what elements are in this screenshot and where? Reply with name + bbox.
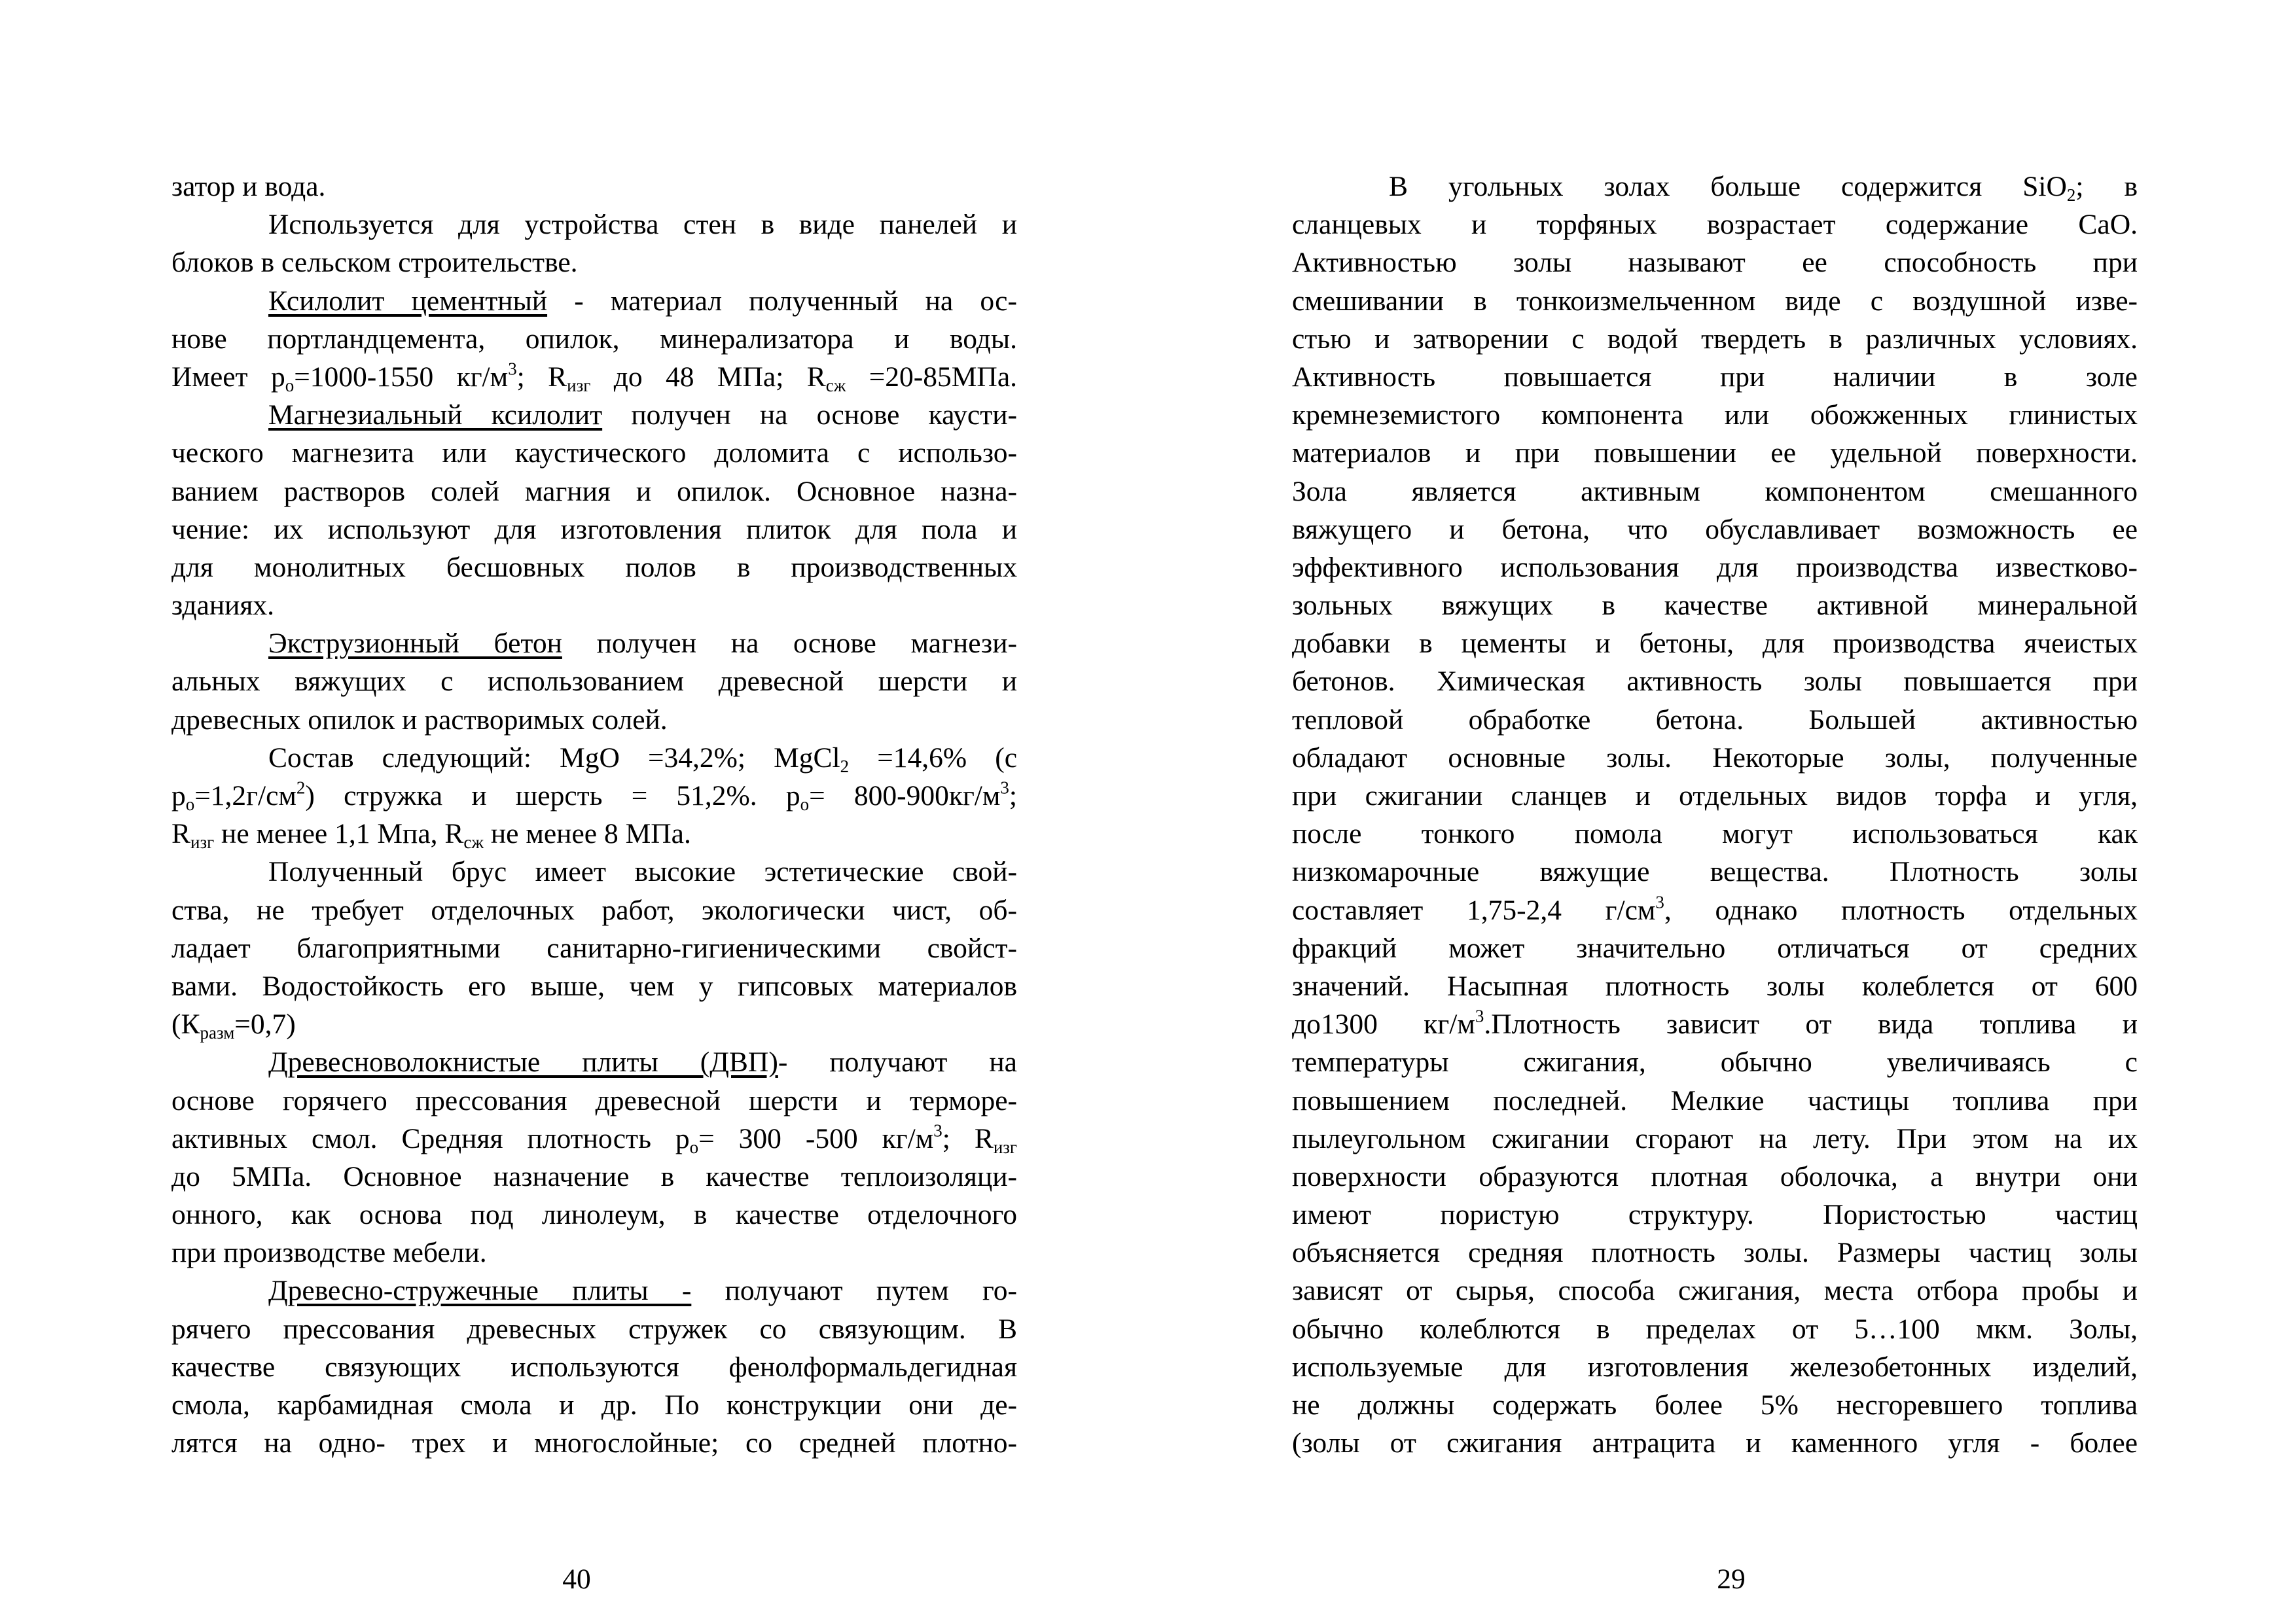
text-line: вяжущего и бетона, что обуславливает возможность ее — [1292, 513, 2138, 545]
text-line: активных смол. Средняя плотность $р_о= 300$ -500 $кг/м^3$; $R_{изг}$ — [171, 1120, 1017, 1157]
text-line: пылеугольном сжигании сгорают на лету. При этом на их — [1292, 1122, 2138, 1154]
text-line: смешивании в тонкоизмельченном виде с воздушной изве- — [1292, 285, 2138, 317]
text-line: Экструзионный бетон получен на основе магнези- — [268, 628, 1017, 660]
text-line: температуры сжигания, обычно увеличиваясь с — [1292, 1046, 2138, 1079]
text-line: онного, как основа под линолеум, в качестве отделочного — [171, 1199, 1017, 1231]
text-line: Зола является активным компонентом смешанного — [1292, 475, 2138, 507]
text-line: для монолитных бесшовных полов в производственных — [171, 551, 1017, 583]
text-line: (золы от сжигания антрацита и каменного угля - более — [1292, 1427, 2138, 1459]
text-line: зольных вяжущих в качестве активной минеральной — [1292, 590, 2138, 622]
text-line: качестве связующих используются фенолформальдегидная — [171, 1351, 1017, 1383]
text-line: $R_{изг}$ не менее 1,1 Мпа, $R_{сж}$ не менее 8 МПа. — [171, 818, 691, 853]
text-line: смола, карбамидная смола и др. По конструкции они де- — [171, 1389, 1017, 1421]
text-line: лятся на одно- трех и многослойные; со средней плотно- — [171, 1427, 1017, 1459]
left-page-number: 40 — [562, 1563, 591, 1595]
text-line: $(К_{разм}=0,7)$ — [171, 1008, 296, 1043]
text-line: до1300 $кг/м^3.Плотность$ зависит от вида топлива и — [1292, 1006, 2138, 1041]
term-extrusion-concrete: Экструзионный бетон — [268, 628, 562, 660]
text-line: Древесноволокнистые плиты (ДВП)- получают на — [268, 1046, 1017, 1079]
right-page-text — [1292, 168, 2138, 1462]
text-line: фракций может значительно отличаться от средних — [1292, 932, 2138, 964]
text-line: Состав следующий: MgO =34,2%; MgCl$_2$ =14,6% (с — [268, 741, 1017, 776]
text-line: Ксилолит цементный - материал полученный на ос- — [268, 285, 1017, 317]
text-line: объясняется средняя плотность золы. Размеры частиц золы — [1292, 1237, 2138, 1269]
text-line: не должны содержать более 5% несгоревшего топлива — [1292, 1389, 2138, 1421]
text-line: материалов и при повышении ее удельной поверхности. — [1292, 437, 2138, 469]
text-line: обладают основные золы. Некоторые золы, полученные — [1292, 741, 2138, 774]
text-line: древесных опилок и растворимых солей. — [171, 704, 668, 736]
text-line: используемые для изготовления железобетонных изделий, — [1292, 1351, 2138, 1383]
term-ksilolit-cement: Ксилолит цементный — [268, 285, 548, 317]
text-line: бетонов. Химическая активность золы повышается при — [1292, 666, 2138, 698]
term-dsp: Древесно-стружечные плиты - — [268, 1275, 692, 1307]
text-line: до 5МПа. Основное назначение в качестве теплоизоляци- — [171, 1160, 1017, 1192]
left-page-text — [171, 168, 1017, 1462]
text-line: составляет 1,75-2,4 $г/см^3$, однако плотность отдельных — [1292, 892, 2138, 926]
text-line: блоков в сельском строительстве. — [171, 247, 578, 279]
term-magnesial-ksilolit: Магнезиальный ксилолит — [268, 399, 603, 431]
text-line: рячего прессования древесных стружек со связующим. В — [171, 1313, 1017, 1345]
text-line: значений. Насыпная плотность золы колеблется от 600 — [1292, 970, 2138, 1002]
text-line: альных вяжущих с использованием древесной шерсти и — [171, 666, 1017, 698]
right-page-number: 29 — [1717, 1563, 1746, 1595]
text-line: В угольных золах больше содержится SiO$_2$; в — [1389, 171, 2138, 205]
text-line: затор и вода. — [171, 171, 326, 202]
text-line: эффективного использования для производства известково- — [1292, 551, 2138, 583]
text-line: основе горячего прессования древесной шерсти и терморе- — [171, 1084, 1017, 1116]
text-line: ческого магнезита или каустического доломита с использо- — [171, 437, 1017, 469]
text-line: при производстве мебели. — [171, 1237, 487, 1269]
text-line: сланцевых и торфяных возрастает содержание CaO. — [1292, 209, 2138, 241]
text-line: добавки в цементы и бетоны, для производства ячеистых — [1292, 628, 2138, 660]
text-line: вами. Водостойкость его выше, чем у гипсовых материалов — [171, 970, 1017, 1002]
text-line: после тонкого помола могут использоваться как — [1292, 818, 2138, 850]
text-line: Полученный брус имеет высокие эстетические свой- — [268, 856, 1017, 888]
text-line: Древесно-стружечные плиты - получают путем го- — [268, 1275, 1017, 1307]
text-line: Активность повышается при наличии в золе — [1292, 361, 2138, 393]
text-line: обычно колеблются в пределах от 5…100 мкм. Золы, — [1292, 1313, 2138, 1345]
text-line: ладает благоприятными санитарно-гигиеническими свойст- — [171, 932, 1017, 964]
text-line: $р_о=1,2г/см^2$) стружка и шерсть = 51,2%. $р_о= 800-900кг/м^3$; — [171, 777, 1017, 815]
text-line: Имеет $р_о=1000-1550$ $кг/м^3$; $R_{изг}$ до 48 МПа; $R_{сж} =20-85МПа$. — [171, 359, 1018, 396]
text-line: кремнеземистого компонента или обожженных глинистых — [1292, 399, 2138, 431]
text-line: зданиях. — [171, 590, 275, 622]
text-line: поверхности образуются плотная оболочка, а внутри они — [1292, 1160, 2138, 1192]
text-line: нове портландцемента, опилок, минерализатора и воды. — [171, 323, 1017, 355]
text-line: Используется для устройства стен в виде панелей и — [268, 209, 1017, 241]
text-line: при сжигании сланцев и отдельных видов торфа и угля, — [1292, 780, 2138, 812]
text-line: тепловой обработке бетона. Большей активностью — [1292, 704, 2138, 736]
text-line: ванием растворов солей магния и опилок. Основное назна- — [171, 475, 1017, 507]
text-line: Магнезиальный ксилолит получен на основе каусти- — [268, 399, 1017, 431]
text-line: ства, не требует отделочных работ, экологически чист, об- — [171, 894, 1017, 926]
text-line: стью и затворении с водой твердеть в различных условиях. — [1292, 323, 2138, 355]
text-line: зависят от сырья, способа сжигания, места отбора пробы и — [1292, 1275, 2138, 1307]
text-line: повышением последней. Мелкие частицы топлива при — [1292, 1084, 2138, 1116]
text-line: Активностью золы называют ее способность при — [1292, 247, 2138, 279]
text-line: чение: их используют для изготовления плиток для пола и — [171, 513, 1017, 545]
text-line: низкомарочные вяжущие вещества. Плотность золы — [1292, 856, 2138, 888]
text-line: имеют пористую структуру. Пористостью частиц — [1292, 1199, 2138, 1231]
term-dvp: Древесноволокнистые плиты (ДВП) — [268, 1046, 778, 1079]
